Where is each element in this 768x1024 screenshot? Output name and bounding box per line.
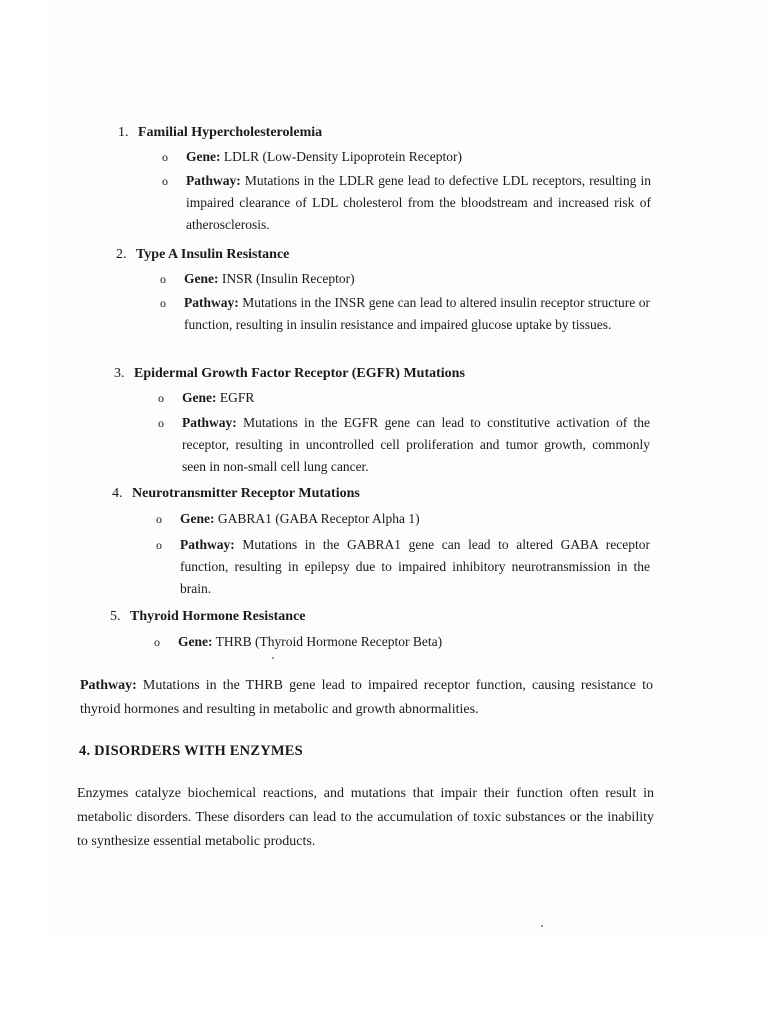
scan-speck xyxy=(541,925,543,927)
gene-label: Gene: xyxy=(186,149,221,164)
scan-speck xyxy=(272,657,274,659)
gene-label: Gene: xyxy=(178,634,213,649)
pathway-label: Pathway: xyxy=(186,173,241,188)
item-number: 4. xyxy=(112,486,123,501)
gene-label: Gene: xyxy=(184,271,219,286)
item-number: 1. xyxy=(118,125,129,140)
bullet-icon: o xyxy=(162,150,168,164)
gene-bullet-2 xyxy=(160,268,650,290)
item-title-3 xyxy=(114,365,465,383)
trailing-pathway-paragraph xyxy=(80,674,653,722)
gene-bullet-5 xyxy=(154,631,648,653)
pathway-text: Mutations in the INSR gene can lead to altered insulin receptor structure or function, resulting in insulin resistance and impaired glucose uptake by tissues. xyxy=(184,295,650,332)
item-number: 2. xyxy=(116,247,127,262)
gene-text: LDLR (Low-Density Lipoprotein Receptor) xyxy=(223,149,462,164)
gene-label: Gene: xyxy=(180,511,215,526)
item-title-text: Epidermal Growth Factor Receptor (EGFR) Mutations xyxy=(134,366,465,381)
pathway-text: Mutations in the GABRA1 gene can lead to altered GABA receptor function, resulting in epilepsy due to impaired inhibitory neurotransmission in the brain. xyxy=(180,537,650,596)
pathway-bullet-4 xyxy=(156,534,650,600)
gene-bullet-1 xyxy=(162,146,651,168)
item-title-1 xyxy=(118,124,322,142)
section-heading: 4. DISORDERS WITH ENZYMES xyxy=(79,743,303,759)
pathway-label: Pathway: xyxy=(182,415,237,430)
gene-bullet-4 xyxy=(156,508,650,530)
pathway-text: Mutations in the THRB gene lead to impaired receptor function, causing resistance to thyroid hormones and resulting in metabolic and growth abnormalities. xyxy=(80,678,653,717)
gene-label: Gene: xyxy=(182,390,217,405)
pathway-label: Pathway: xyxy=(184,295,239,310)
item-title-text: Type A Insulin Resistance xyxy=(136,247,290,262)
bullet-icon: o xyxy=(158,416,164,430)
pathway-label: Pathway: xyxy=(80,678,137,693)
item-title-5 xyxy=(110,608,306,626)
pathway-text: Mutations in the LDLR gene lead to defective LDL receptors, resulting in impaired clearance of LDL cholesterol from the bloodstream and increased risk of atherosclerosis. xyxy=(186,173,652,232)
gene-text: THRB (Thyroid Hormone Receptor Beta) xyxy=(215,634,443,649)
item-title-4 xyxy=(112,485,360,503)
section-body: Enzymes catalyze biochemical reactions, and mutations that impair their function often result in metabolic disorders. These disorders can lead to the accumulation of toxic substances or the inability to synthesize essential metabolic products. xyxy=(77,786,654,849)
pathway-text: Mutations in the EGFR gene can lead to constitutive activation of the receptor, resulting in uncontrolled cell proliferation and tumor growth, commonly seen in non-small cell lung cancer. xyxy=(182,415,651,474)
gene-text: INSR (Insulin Receptor) xyxy=(221,271,355,286)
item-title-2 xyxy=(116,246,289,264)
pathway-bullet-3 xyxy=(158,412,651,478)
bullet-icon: o xyxy=(160,296,166,310)
bullet-icon: o xyxy=(156,538,162,552)
item-title-text: Thyroid Hormone Resistance xyxy=(130,609,306,624)
item-title-text: Familial Hypercholesterolemia xyxy=(138,125,323,140)
gene-bullet-3 xyxy=(158,387,650,409)
bullet-icon: o xyxy=(156,512,162,526)
bullet-icon: o xyxy=(162,174,168,188)
gene-text: EGFR xyxy=(219,390,255,405)
item-title-text: Neurotransmitter Receptor Mutations xyxy=(132,486,360,501)
item-number: 5. xyxy=(110,609,121,624)
gene-text: GABRA1 (GABA Receptor Alpha 1) xyxy=(217,511,420,526)
page-margin xyxy=(0,935,768,1024)
bullet-icon: o xyxy=(160,272,166,286)
bullet-icon: o xyxy=(154,635,160,649)
item-number: 3. xyxy=(114,366,125,381)
pathway-bullet-2 xyxy=(160,292,650,336)
pathway-bullet-1 xyxy=(162,170,652,236)
bullet-icon: o xyxy=(158,391,164,405)
pathway-label: Pathway: xyxy=(180,537,235,552)
